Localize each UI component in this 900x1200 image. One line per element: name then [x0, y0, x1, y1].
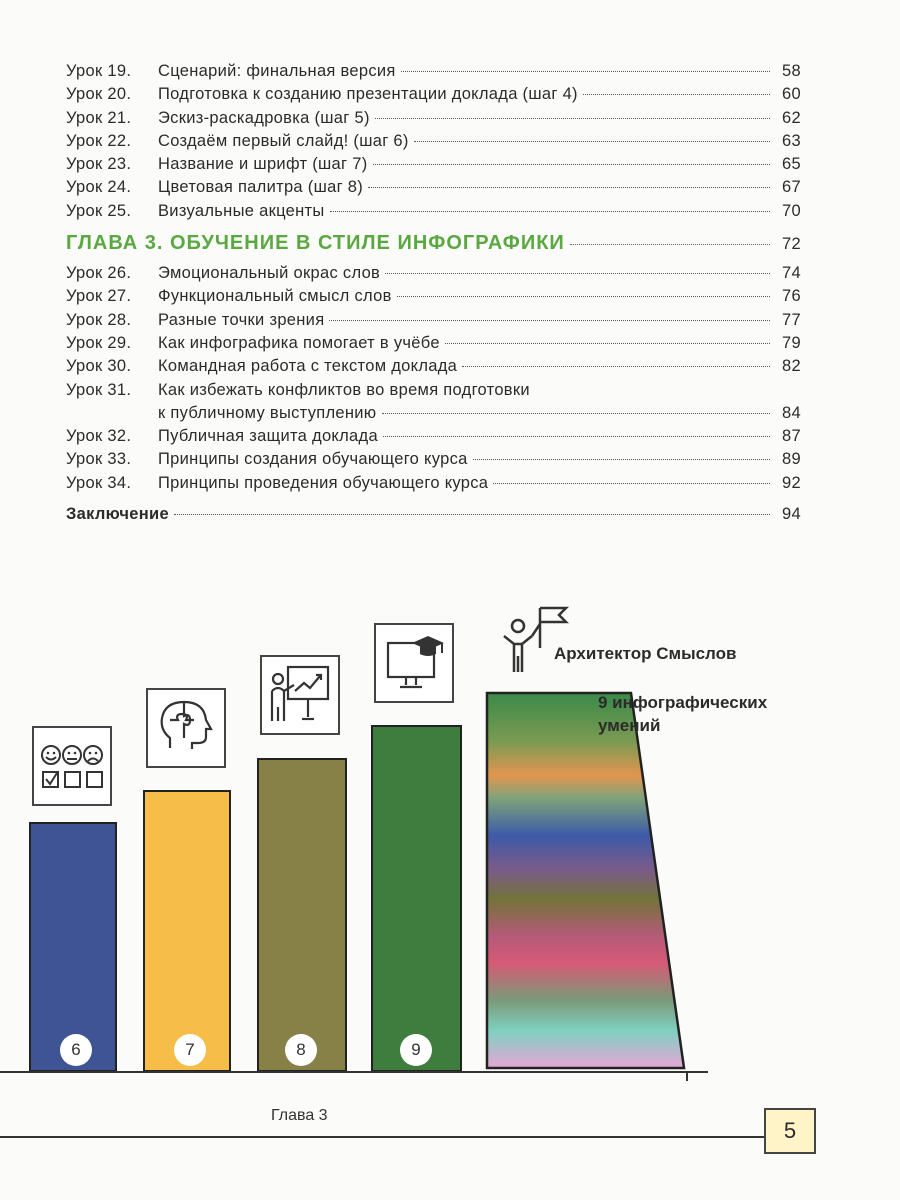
lesson-number: Урок 29. [66, 333, 132, 352]
page-ref: 67 [782, 178, 801, 197]
step-badge: 8 [285, 1034, 317, 1066]
lesson-number: Урок 24. [66, 178, 132, 197]
step-bar-9 [371, 725, 462, 1072]
toc-row [66, 287, 801, 310]
footer-line [0, 1136, 766, 1138]
leader-dots [570, 244, 770, 245]
conclusion-title: Заключение [66, 505, 169, 524]
online-learning-icon [374, 623, 454, 703]
page-ref: 65 [782, 155, 801, 174]
lesson-title: Эмоциональный окрас слов [158, 264, 381, 283]
puzzle-head-icon [146, 688, 226, 768]
leader-dots [174, 514, 770, 515]
leader-dots [385, 273, 770, 274]
page-ref: 60 [782, 85, 801, 104]
page-ref: 74 [782, 264, 801, 283]
lesson-number: Урок 28. [66, 310, 132, 329]
page-ref: 94 [782, 505, 801, 524]
page-ref: 70 [782, 201, 801, 220]
person-with-flag-icon [494, 596, 574, 676]
leader-dots [383, 436, 770, 437]
toc-row [66, 132, 801, 155]
lesson-title: Цветовая палитра (шаг 8) [158, 178, 364, 197]
lesson-title: Публичная защита доклада [158, 427, 378, 446]
toc-row [66, 109, 801, 132]
leader-dots [462, 366, 770, 367]
toc-row [66, 357, 801, 380]
toc-row [66, 474, 801, 497]
lesson-title: Эскиз-раскадровка (шаг 5) [158, 108, 370, 127]
lesson-number: Урок 21. [66, 108, 132, 127]
toc-row [66, 155, 801, 178]
page-ref: 62 [782, 108, 801, 127]
skills-label-line-1: 9 инфографических [598, 693, 768, 712]
lesson-title: к публичному выступлению [158, 403, 377, 422]
page-ref: 79 [782, 333, 801, 352]
step-badge: 7 [174, 1034, 206, 1066]
page-ref: 76 [782, 287, 801, 306]
toc-row [66, 85, 801, 108]
leader-dots [583, 94, 770, 95]
lesson-title: Сценарий: финальная версия [158, 62, 396, 80]
toc-lessons-b [66, 264, 801, 497]
step-bar-8 [257, 758, 347, 1072]
chapter-footer-label: Глава 3 [271, 1107, 328, 1124]
lesson-number: Урок 26. [66, 264, 132, 283]
page-ref: 92 [782, 473, 801, 492]
leader-dots [329, 320, 770, 321]
toc-row [66, 334, 801, 357]
toc-lessons-a [66, 62, 801, 225]
toc-row [66, 62, 801, 85]
step-badge: 6 [60, 1034, 92, 1066]
lesson-title: Принципы проведения обучающего курса [158, 473, 489, 492]
toc-row [66, 264, 801, 287]
lesson-title: Командная работа с текстом доклада [158, 357, 458, 376]
leader-dots [397, 296, 770, 297]
lesson-number: Урок 23. [66, 155, 132, 174]
leader-dots [414, 141, 770, 142]
page-ref: 87 [782, 427, 801, 446]
trapezoid-shape [487, 693, 684, 1068]
top-level-label: Архитектор Смыслов [554, 644, 737, 663]
lesson-title: Визуальные акценты [158, 201, 325, 220]
toc-row [66, 450, 801, 473]
page-ref: 84 [782, 403, 801, 422]
page-ref: 82 [782, 357, 801, 376]
lesson-number: Урок 34. [66, 473, 132, 492]
chapter-title: ГЛАВА 3. ОБУЧЕНИЕ В СТИЛЕ ИНФОГРАФИКИ [66, 232, 565, 255]
lesson-title: Подготовка к созданию презентации доклада (шаг 4) [158, 85, 578, 104]
skills-label-line-2: умений [598, 716, 661, 735]
lesson-number: Урок 27. [66, 287, 132, 306]
page-ref: 72 [782, 235, 801, 254]
leader-dots [473, 459, 770, 460]
baseline-tick [686, 1071, 688, 1081]
page-ref: 63 [782, 131, 801, 150]
leader-dots [368, 187, 770, 188]
page-ref: 77 [782, 310, 801, 329]
lesson-title: Создаём первый слайд! (шаг 6) [158, 131, 409, 150]
chapter-heading [66, 232, 801, 264]
page-number: 5 [764, 1108, 816, 1154]
step-badge: 9 [400, 1034, 432, 1066]
toc-conclusion [66, 505, 801, 528]
lesson-number: Урок 33. [66, 450, 132, 469]
leader-dots [375, 118, 770, 119]
toc-row [66, 381, 801, 404]
step-bar-7 [143, 790, 231, 1072]
toc-row [66, 202, 801, 225]
leader-dots [330, 211, 770, 212]
lesson-number: Урок 30. [66, 357, 132, 376]
leader-dots [373, 164, 771, 165]
leader-dots [401, 71, 770, 72]
lesson-number: Урок 22. [66, 131, 132, 150]
lesson-title: Функциональный смысл слов [158, 287, 392, 306]
lesson-number: Урок 19. [66, 62, 132, 80]
lesson-title: Название и шрифт (шаг 7) [158, 155, 368, 174]
leader-dots [382, 413, 771, 414]
lesson-title: Принципы создания обучающего курса [158, 450, 468, 469]
lesson-number: Урок 20. [66, 85, 132, 104]
toc-row-continued [66, 404, 801, 427]
emotions-icon [32, 726, 112, 806]
baseline [0, 1071, 708, 1073]
toc-row [66, 178, 801, 201]
toc-row [66, 427, 801, 450]
toc-row [66, 311, 801, 334]
lesson-number: Урок 32. [66, 427, 132, 446]
rainbow-trapezoid [484, 690, 688, 1072]
lesson-title: Как избежать конфликтов во время подготовки [158, 380, 530, 399]
lesson-number: Урок 25. [66, 201, 132, 220]
lesson-number: Урок 31. [66, 380, 132, 399]
lesson-title: Разные точки зрения [158, 310, 325, 329]
page-ref: 89 [782, 450, 801, 469]
leader-dots [445, 343, 770, 344]
leader-dots [493, 483, 770, 484]
presentation-icon [260, 655, 340, 735]
page-ref: 58 [782, 62, 801, 80]
table-of-contents [66, 62, 801, 528]
lesson-title: Как инфографика помогает в учёбе [158, 333, 440, 352]
